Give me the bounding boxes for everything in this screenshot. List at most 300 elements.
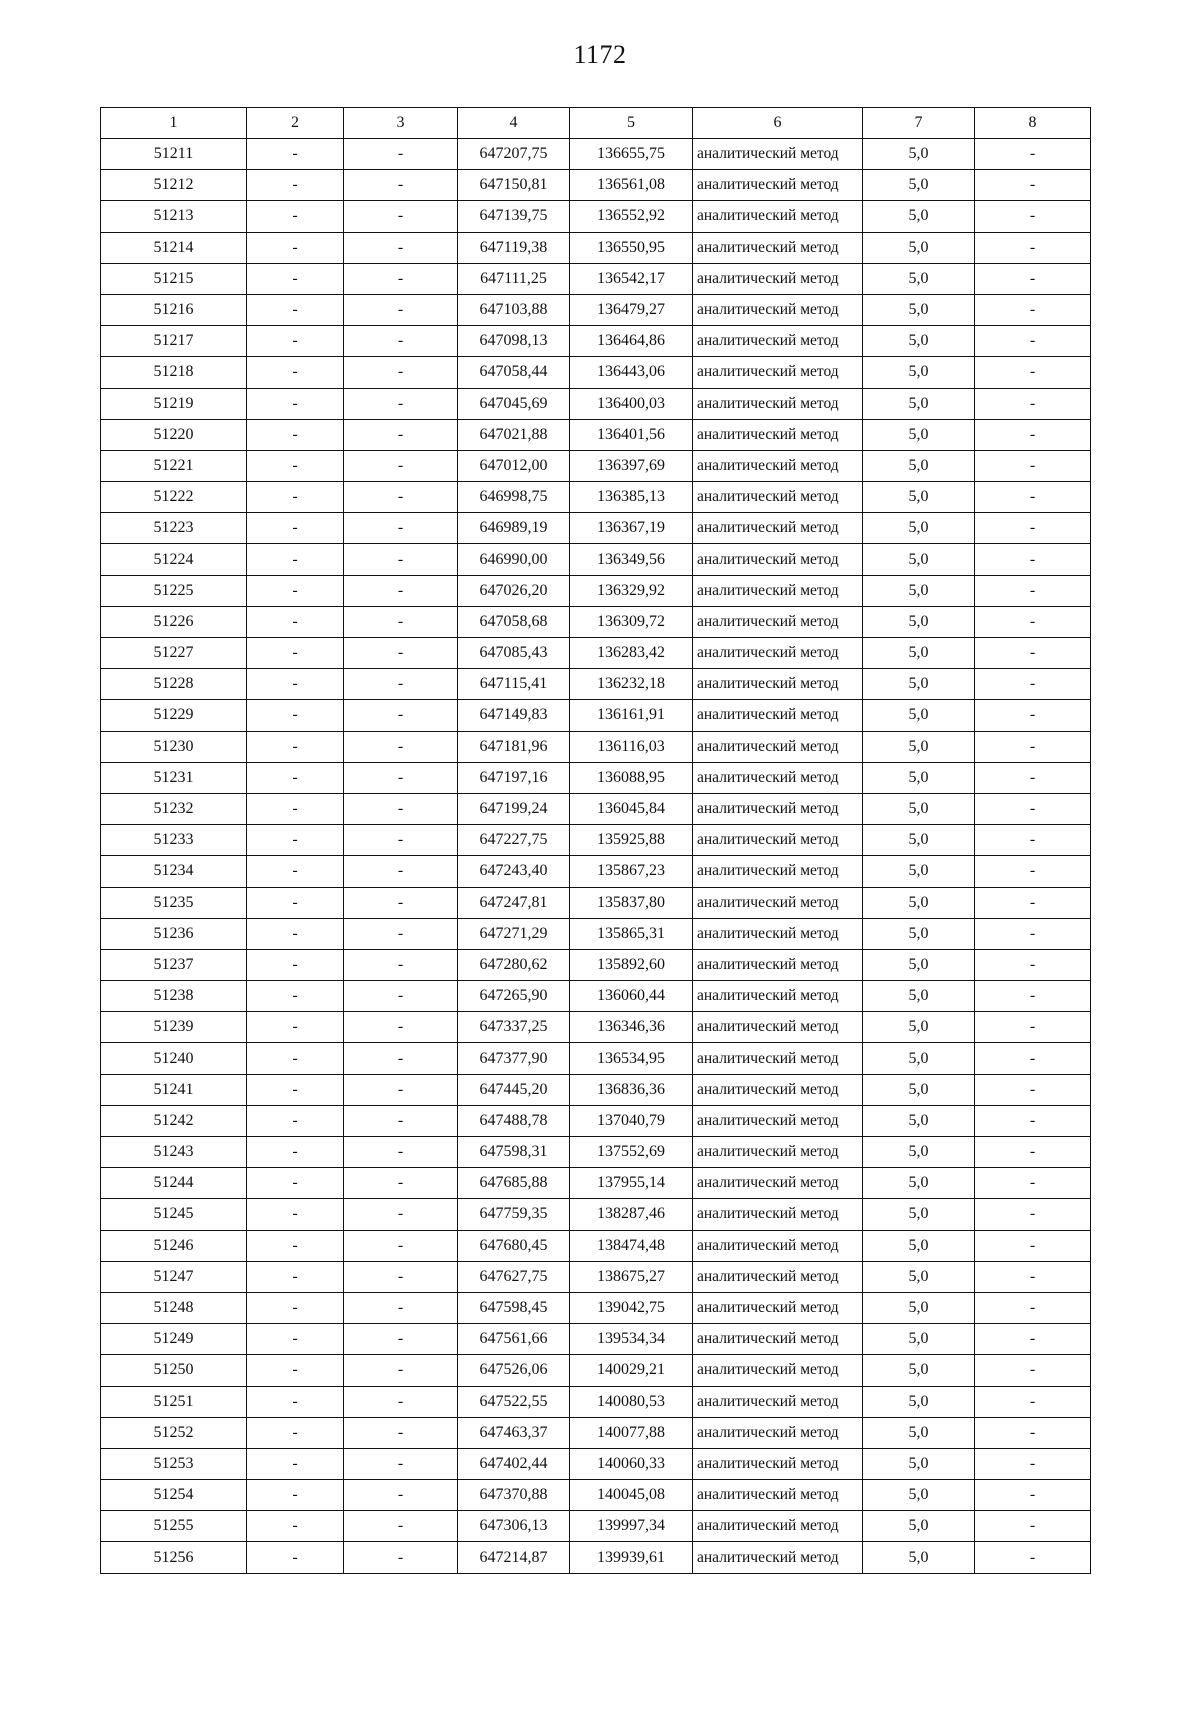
cell-coord-y: 136283,42 [570,638,693,669]
cell-point-number: 51244 [101,1168,247,1199]
cell-coord-y: 139534,34 [570,1324,693,1355]
column-header: 7 [863,108,975,139]
cell-col8: - [975,731,1091,762]
cell-coord-y: 136060,44 [570,981,693,1012]
cell-coord-y: 137955,14 [570,1168,693,1199]
cell-accuracy: 5,0 [863,981,975,1012]
cell-col3: - [344,544,458,575]
cell-col3: - [344,825,458,856]
cell-coord-y: 140045,08 [570,1480,693,1511]
cell-coord-x: 647098,13 [458,326,570,357]
cell-point-number: 51252 [101,1417,247,1448]
cell-method: аналитический метод [693,263,863,294]
table-row [101,139,1091,170]
cell-coord-y: 136655,75 [570,139,693,170]
cell-coord-x: 647522,55 [458,1386,570,1417]
cell-method: аналитический метод [693,856,863,887]
table-row [101,793,1091,824]
cell-coord-x: 647045,69 [458,388,570,419]
table-row [101,638,1091,669]
cell-coord-y: 138474,48 [570,1230,693,1261]
cell-method: аналитический метод [693,638,863,669]
cell-col8: - [975,575,1091,606]
cell-coord-y: 136232,18 [570,669,693,700]
column-header: 3 [344,108,458,139]
cell-coord-y: 136836,36 [570,1074,693,1105]
column-header: 2 [247,108,344,139]
cell-col8: - [975,450,1091,481]
cell-col8: - [975,326,1091,357]
cell-col2: - [247,482,344,513]
cell-accuracy: 5,0 [863,357,975,388]
cell-col2: - [247,1043,344,1074]
cell-point-number: 51246 [101,1230,247,1261]
cell-col8: - [975,856,1091,887]
cell-col2: - [247,669,344,700]
cell-col2: - [247,450,344,481]
table-row [101,170,1091,201]
table-row [101,1324,1091,1355]
cell-col8: - [975,232,1091,263]
cell-coord-y: 135837,80 [570,887,693,918]
cell-coord-x: 647119,38 [458,232,570,263]
table-row [101,700,1091,731]
cell-point-number: 51245 [101,1199,247,1230]
cell-coord-y: 136542,17 [570,263,693,294]
cell-coord-x: 647085,43 [458,638,570,669]
cell-method: аналитический метод [693,575,863,606]
cell-col3: - [344,1292,458,1323]
cell-method: аналитический метод [693,1199,863,1230]
cell-coord-x: 647445,20 [458,1074,570,1105]
cell-coord-x: 647463,37 [458,1417,570,1448]
cell-method: аналитический метод [693,1105,863,1136]
cell-point-number: 51237 [101,949,247,980]
cell-col8: - [975,825,1091,856]
cell-col8: - [975,1199,1091,1230]
cell-accuracy: 5,0 [863,450,975,481]
cell-coord-x: 647149,83 [458,700,570,731]
cell-col2: - [247,762,344,793]
cell-accuracy: 5,0 [863,731,975,762]
cell-accuracy: 5,0 [863,1355,975,1386]
cell-col8: - [975,606,1091,637]
cell-method: аналитический метод [693,326,863,357]
cell-accuracy: 5,0 [863,700,975,731]
cell-col8: - [975,1137,1091,1168]
cell-coord-y: 136088,95 [570,762,693,793]
table-row [101,1137,1091,1168]
cell-col2: - [247,294,344,325]
cell-accuracy: 5,0 [863,388,975,419]
cell-col8: - [975,1043,1091,1074]
cell-coord-x: 647214,87 [458,1542,570,1573]
cell-col2: - [247,1480,344,1511]
cell-coord-y: 135865,31 [570,918,693,949]
table-row [101,575,1091,606]
cell-coord-x: 647680,45 [458,1230,570,1261]
cell-col2: - [247,1137,344,1168]
cell-coord-y: 139997,34 [570,1511,693,1542]
cell-col2: - [247,201,344,232]
cell-point-number: 51239 [101,1012,247,1043]
cell-point-number: 51229 [101,700,247,731]
cell-coord-x: 647103,88 [458,294,570,325]
cell-coord-y: 136116,03 [570,731,693,762]
cell-col3: - [344,1511,458,1542]
cell-col8: - [975,482,1091,513]
cell-col8: - [975,1012,1091,1043]
cell-point-number: 51235 [101,887,247,918]
table-row [101,856,1091,887]
cell-method: аналитический метод [693,1448,863,1479]
cell-accuracy: 5,0 [863,1542,975,1573]
cell-point-number: 51224 [101,544,247,575]
cell-accuracy: 5,0 [863,1230,975,1261]
cell-coord-x: 647111,25 [458,263,570,294]
cell-col2: - [247,856,344,887]
cell-point-number: 51251 [101,1386,247,1417]
cell-coord-x: 647139,75 [458,201,570,232]
cell-accuracy: 5,0 [863,1417,975,1448]
cell-col2: - [247,419,344,450]
cell-accuracy: 5,0 [863,1074,975,1105]
cell-col2: - [247,326,344,357]
cell-coord-x: 647115,41 [458,669,570,700]
cell-accuracy: 5,0 [863,544,975,575]
cell-col8: - [975,1417,1091,1448]
cell-coord-y: 136464,86 [570,326,693,357]
cell-point-number: 51248 [101,1292,247,1323]
cell-col8: - [975,139,1091,170]
cell-method: аналитический метод [693,232,863,263]
cell-accuracy: 5,0 [863,918,975,949]
cell-col3: - [344,1417,458,1448]
cell-accuracy: 5,0 [863,1511,975,1542]
column-header: 6 [693,108,863,139]
table-row [101,731,1091,762]
cell-col2: - [247,1386,344,1417]
cell-accuracy: 5,0 [863,139,975,170]
cell-col3: - [344,263,458,294]
cell-col2: - [247,1448,344,1479]
cell-coord-y: 136367,19 [570,513,693,544]
cell-col3: - [344,1230,458,1261]
cell-method: аналитический метод [693,762,863,793]
cell-method: аналитический метод [693,357,863,388]
table-row [101,1511,1091,1542]
cell-coord-y: 135925,88 [570,825,693,856]
cell-method: аналитический метод [693,1074,863,1105]
cell-point-number: 51211 [101,139,247,170]
cell-col2: - [247,1199,344,1230]
cell-method: аналитический метод [693,544,863,575]
table-row [101,388,1091,419]
cell-col2: - [247,575,344,606]
cell-col2: - [247,1012,344,1043]
table-row [101,450,1091,481]
cell-coord-y: 136045,84 [570,793,693,824]
column-header: 8 [975,108,1091,139]
cell-col3: - [344,170,458,201]
cell-accuracy: 5,0 [863,513,975,544]
cell-col3: - [344,1542,458,1573]
cell-col8: - [975,669,1091,700]
cell-accuracy: 5,0 [863,1199,975,1230]
cell-coord-x: 647306,13 [458,1511,570,1542]
cell-col2: - [247,825,344,856]
cell-point-number: 51213 [101,201,247,232]
cell-method: аналитический метод [693,700,863,731]
cell-col3: - [344,606,458,637]
cell-method: аналитический метод [693,1012,863,1043]
cell-col8: - [975,294,1091,325]
cell-coord-x: 647627,75 [458,1261,570,1292]
cell-method: аналитический метод [693,388,863,419]
cell-col3: - [344,669,458,700]
cell-point-number: 51242 [101,1105,247,1136]
cell-col8: - [975,1261,1091,1292]
cell-col3: - [344,731,458,762]
cell-method: аналитический метод [693,1230,863,1261]
cell-col8: - [975,1168,1091,1199]
cell-col2: - [247,357,344,388]
cell-col2: - [247,1230,344,1261]
cell-coord-x: 647150,81 [458,170,570,201]
cell-col8: - [975,544,1091,575]
cell-accuracy: 5,0 [863,1043,975,1074]
cell-coord-y: 138287,46 [570,1199,693,1230]
cell-accuracy: 5,0 [863,762,975,793]
cell-accuracy: 5,0 [863,201,975,232]
cell-col3: - [344,1386,458,1417]
cell-coord-x: 647402,44 [458,1448,570,1479]
cell-col3: - [344,1137,458,1168]
cell-col8: - [975,263,1091,294]
column-header: 1 [101,108,247,139]
cell-coord-x: 647280,62 [458,949,570,980]
cell-coord-y: 136385,13 [570,482,693,513]
table-row [101,981,1091,1012]
column-header: 5 [570,108,693,139]
cell-col3: - [344,388,458,419]
table-row [101,326,1091,357]
cell-col8: - [975,1355,1091,1386]
cell-method: аналитический метод [693,1292,863,1323]
cell-point-number: 51247 [101,1261,247,1292]
cell-col8: - [975,201,1091,232]
table-row [101,1448,1091,1479]
cell-point-number: 51238 [101,981,247,1012]
cell-point-number: 51219 [101,388,247,419]
cell-method: аналитический метод [693,918,863,949]
cell-col8: - [975,1105,1091,1136]
table-row [101,263,1091,294]
cell-method: аналитический метод [693,170,863,201]
cell-coord-y: 137040,79 [570,1105,693,1136]
cell-col8: - [975,1324,1091,1355]
cell-accuracy: 5,0 [863,263,975,294]
cell-coord-x: 647227,75 [458,825,570,856]
cell-coord-x: 647685,88 [458,1168,570,1199]
cell-coord-x: 647012,00 [458,450,570,481]
cell-col2: - [247,731,344,762]
cell-accuracy: 5,0 [863,1480,975,1511]
cell-method: аналитический метод [693,482,863,513]
cell-col8: - [975,918,1091,949]
cell-coord-x: 647247,81 [458,887,570,918]
coordinates-table [100,107,1091,1574]
cell-coord-x: 646990,00 [458,544,570,575]
cell-coord-x: 647021,88 [458,419,570,450]
cell-accuracy: 5,0 [863,793,975,824]
cell-method: аналитический метод [693,1137,863,1168]
table-row [101,949,1091,980]
cell-coord-y: 140060,33 [570,1448,693,1479]
cell-coord-y: 136397,69 [570,450,693,481]
cell-point-number: 51222 [101,482,247,513]
cell-point-number: 51217 [101,326,247,357]
cell-col3: - [344,1480,458,1511]
table-row [101,825,1091,856]
table-row [101,1386,1091,1417]
cell-accuracy: 5,0 [863,170,975,201]
cell-col3: - [344,1448,458,1479]
cell-col8: - [975,1230,1091,1261]
cell-point-number: 51243 [101,1137,247,1168]
cell-coord-x: 647058,44 [458,357,570,388]
cell-col3: - [344,1261,458,1292]
cell-coord-y: 136443,06 [570,357,693,388]
cell-accuracy: 5,0 [863,856,975,887]
cell-coord-y: 136534,95 [570,1043,693,1074]
cell-accuracy: 5,0 [863,1261,975,1292]
cell-coord-y: 136552,92 [570,201,693,232]
cell-col8: - [975,981,1091,1012]
cell-accuracy: 5,0 [863,1168,975,1199]
cell-col3: - [344,1168,458,1199]
cell-col2: - [247,918,344,949]
cell-coord-x: 647370,88 [458,1480,570,1511]
cell-col8: - [975,1511,1091,1542]
cell-coord-y: 140080,53 [570,1386,693,1417]
cell-col2: - [247,981,344,1012]
table-row [101,513,1091,544]
cell-method: аналитический метод [693,606,863,637]
cell-coord-x: 647271,29 [458,918,570,949]
cell-method: аналитический метод [693,450,863,481]
cell-col2: - [247,1511,344,1542]
table-row [101,1417,1091,1448]
cell-col3: - [344,1012,458,1043]
cell-col2: - [247,1292,344,1323]
cell-col2: - [247,700,344,731]
cell-accuracy: 5,0 [863,575,975,606]
cell-col8: - [975,388,1091,419]
cell-accuracy: 5,0 [863,1137,975,1168]
cell-point-number: 51214 [101,232,247,263]
cell-col8: - [975,700,1091,731]
cell-col3: - [344,482,458,513]
cell-col8: - [975,762,1091,793]
cell-col8: - [975,949,1091,980]
table-row [101,1542,1091,1573]
cell-col3: - [344,357,458,388]
table-row [101,887,1091,918]
cell-col3: - [344,1043,458,1074]
cell-col3: - [344,856,458,887]
table-row [101,606,1091,637]
cell-coord-x: 647207,75 [458,139,570,170]
cell-col3: - [344,1324,458,1355]
cell-accuracy: 5,0 [863,1105,975,1136]
cell-point-number: 51234 [101,856,247,887]
cell-coord-y: 137552,69 [570,1137,693,1168]
cell-method: аналитический метод [693,669,863,700]
cell-accuracy: 5,0 [863,419,975,450]
cell-method: аналитический метод [693,513,863,544]
cell-col8: - [975,1386,1091,1417]
cell-col3: - [344,575,458,606]
cell-point-number: 51240 [101,1043,247,1074]
cell-col3: - [344,793,458,824]
cell-coord-x: 647243,40 [458,856,570,887]
cell-point-number: 51227 [101,638,247,669]
cell-method: аналитический метод [693,793,863,824]
cell-col2: - [247,1542,344,1573]
cell-coord-x: 647026,20 [458,575,570,606]
cell-method: аналитический метод [693,1386,863,1417]
cell-col2: - [247,170,344,201]
cell-col3: - [344,201,458,232]
cell-col2: - [247,1074,344,1105]
cell-method: аналитический метод [693,1511,863,1542]
cell-coord-y: 136346,36 [570,1012,693,1043]
table-row [101,1168,1091,1199]
cell-accuracy: 5,0 [863,326,975,357]
cell-col3: - [344,294,458,325]
cell-method: аналитический метод [693,1168,863,1199]
cell-col2: - [247,638,344,669]
cell-point-number: 51256 [101,1542,247,1573]
cell-col8: - [975,793,1091,824]
cell-col2: - [247,1324,344,1355]
cell-point-number: 51223 [101,513,247,544]
cell-accuracy: 5,0 [863,1448,975,1479]
table-row [101,232,1091,263]
cell-method: аналитический метод [693,1542,863,1573]
cell-coord-x: 647337,25 [458,1012,570,1043]
cell-col3: - [344,1355,458,1386]
cell-method: аналитический метод [693,1417,863,1448]
cell-coord-x: 647488,78 [458,1105,570,1136]
cell-point-number: 51232 [101,793,247,824]
cell-col2: - [247,1105,344,1136]
cell-coord-x: 647058,68 [458,606,570,637]
cell-coord-y: 135892,60 [570,949,693,980]
cell-col8: - [975,1542,1091,1573]
cell-col8: - [975,1074,1091,1105]
cell-coord-y: 136329,92 [570,575,693,606]
cell-method: аналитический метод [693,139,863,170]
cell-col2: - [247,388,344,419]
cell-coord-x: 647181,96 [458,731,570,762]
cell-method: аналитический метод [693,1043,863,1074]
cell-point-number: 51221 [101,450,247,481]
table-row [101,201,1091,232]
page-number: 1172 [573,40,627,69]
cell-point-number: 51241 [101,1074,247,1105]
